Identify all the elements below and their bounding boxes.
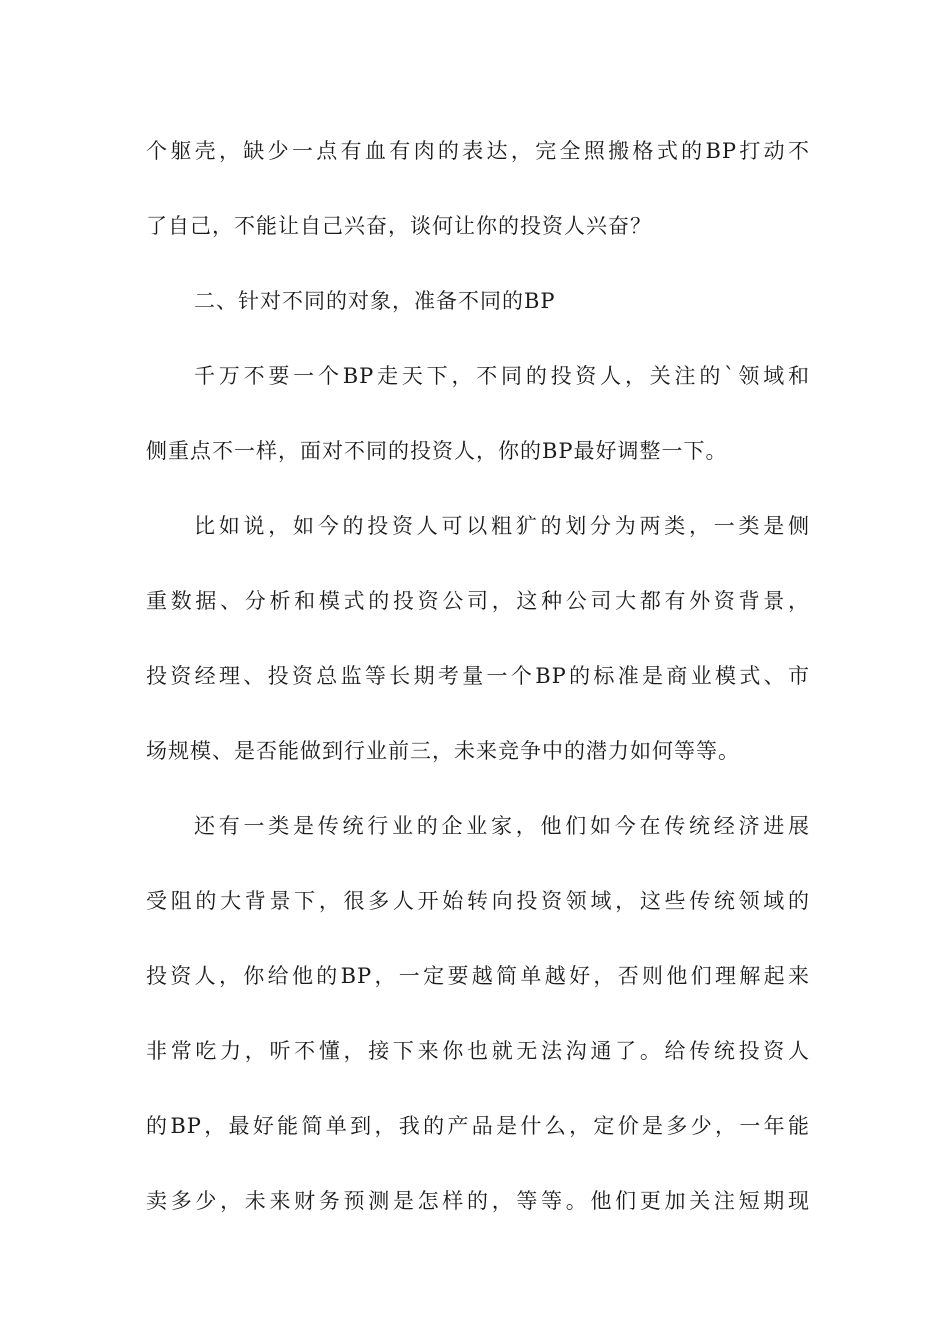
section-heading: 二、针对不同的对象，准备不同的BP <box>194 289 556 313</box>
text-line: 投资经理、投资总监等长期考量一个BP的标准是商业模式、市 <box>146 664 810 688</box>
text-line: 的BP，最好能简单到，我的产品是什么，定价是多少，一年能 <box>146 1114 810 1138</box>
text-line: 比如说，如今的投资人可以粗犷的划分为两类，一类是侧 <box>194 514 810 538</box>
text-line: 受阻的大背景下，很多人开始转向投资领域，这些传统领域的 <box>146 889 810 913</box>
text-line: 非常吃力，听不懂，接下来你也就无法沟通了。给传统投资人 <box>146 1039 810 1063</box>
text-line: 场规模、是否能做到行业前三，未来竞争中的潜力如何等等。 <box>146 739 740 763</box>
body-text <box>146 126 810 1251</box>
text-line: 千万不要一个BP走天下，不同的投资人，关注的`领域和 <box>194 364 810 388</box>
text-line: 还有一类是传统行业的企业家，他们如今在传统经济进展 <box>194 814 810 838</box>
text-line: 个躯壳，缺少一点有血有肉的表达，完全照搬格式的BP打动不 <box>146 139 810 163</box>
text-line: 重数据、分析和模式的投资公司，这种公司大都有外资背景， <box>146 589 810 613</box>
text-line: 投资人，你给他的BP，一定要越简单越好，否则他们理解起来 <box>146 964 810 988</box>
text-line: 了自己，不能让自己兴奋，谈何让你的投资人兴奋？ <box>146 214 652 238</box>
text-line: 卖多少，未来财务预测是怎样的，等等。他们更加关注短期现 <box>146 1189 810 1213</box>
text-line: 侧重点不一样，面对不同的投资人，你的BP最好调整一下。 <box>146 439 728 463</box>
